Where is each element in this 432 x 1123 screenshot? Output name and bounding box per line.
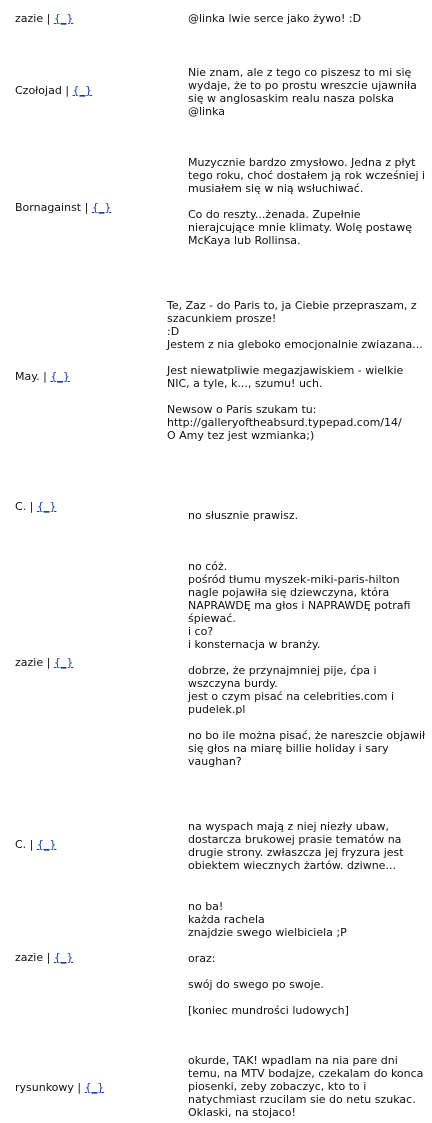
author-name: C. (15, 500, 27, 513)
comment-permalink[interactable]: {_} (53, 656, 74, 669)
author-name: Bornagainst (15, 201, 82, 214)
author-name: zazie (15, 656, 44, 669)
author-name: rysunkowy (15, 1081, 74, 1094)
comment-text: Te, Zaz - do Paris to, ja Ciebie przepraszam, z szacunkiem prosze! :D Jestem z nia gleboko emocjonalnie zwiazana... Jest niewatpliwie megazjawiskiem - wielkie NIC, a tyle, k..., szumu! uch. Newsow o Paris szukam tu: http://galleryoftheabsurd.typepad.com/14/ O Amy tez jest wzmianka;) (167, 299, 423, 442)
comment-permalink[interactable]: {_} (84, 1081, 105, 1094)
comment-permalink[interactable]: {_} (72, 84, 93, 97)
author-name: Czołojad (15, 84, 62, 97)
comment-text: @linka lwie serce jako żywo! :D (188, 12, 362, 25)
comment-permalink[interactable]: {_} (53, 12, 74, 25)
author-name: zazie (15, 951, 44, 964)
comment-author: C. | {_} (15, 838, 57, 851)
comment-author: C. | {_} (15, 500, 57, 513)
comment-permalink[interactable]: {_} (36, 500, 57, 513)
comment-author: zazie | {_} (15, 951, 74, 964)
comment-permalink[interactable]: {_} (91, 201, 112, 214)
comment-author: Czołojad | {_} (15, 84, 93, 97)
comment-text: Muzycznie bardzo zmysłowo. Jedna z płyt tego roku, choć dostałem ją rok wcześniej i musiałem się w nią wsłuchiwać. Co do reszty...żenada. Zupełnie nierajcujące mnie klimaty. Wolę postawę McKaya lub Rollinsa. (188, 156, 426, 247)
comment-author: rysunkowy | {_} (15, 1081, 105, 1094)
comment-permalink[interactable]: {_} (36, 838, 57, 851)
comment-text: Nie znam, ale z tego co piszesz to mi się wydaje, że to po prostu wreszcie ujawniła się w anglosaskim realu nasza polska @linka (188, 66, 421, 118)
author-name: C. (15, 838, 27, 851)
comment-text: okurde, TAK! wpadlam na nia pare dni temu, na MTV bodajze, czekalam do konca piosenki, zeby zobaczyc, kto to i natychmiast rzucilam sie do netu szukac. Oklaski, na stojaco! (188, 1054, 427, 1119)
comment-author: May. | {_} (15, 370, 70, 383)
comment-permalink[interactable]: {_} (50, 370, 70, 383)
author-name: zazie (15, 12, 44, 25)
comment-author: zazie | {_} (15, 656, 74, 669)
comment-text: no słusznie prawisz. (188, 509, 299, 522)
comment-text: no cóż. pośród tłumu myszek-miki-paris-hilton nagle pojawiła się dziewczyna, która NAPRAWDĘ ma głos i NAPRAWDĘ potrafi śpiewać. i co? i konsternacja w branży. dobrze, że przynajmniej pije, ćpa i wszczyna burdy. jest o czym pisać na celebrities.com i pudelek.pl no bo ile można pisać, że nareszcie objawił się głos na miarę billie holiday i sary vaughan? (188, 560, 426, 768)
comment-permalink[interactable]: {_} (53, 951, 74, 964)
comment-author: zazie | {_} (15, 12, 74, 25)
comment-text: na wyspach mają z niej niezły ubaw, dostarcza brukowej prasie tematów na drugie strony. zwłaszcza jej fryzura jest obiektem wiecznych żartów. dziwne... (188, 820, 408, 872)
author-name: May. (15, 370, 40, 383)
comment-text: no ba! każda rachela znajdzie swego wielbiciela ;P oraz: swój do swego po swoje. [koniec mundrości ludowych] (188, 900, 349, 1017)
comment-author: Bornagainst | {_} (15, 201, 112, 214)
